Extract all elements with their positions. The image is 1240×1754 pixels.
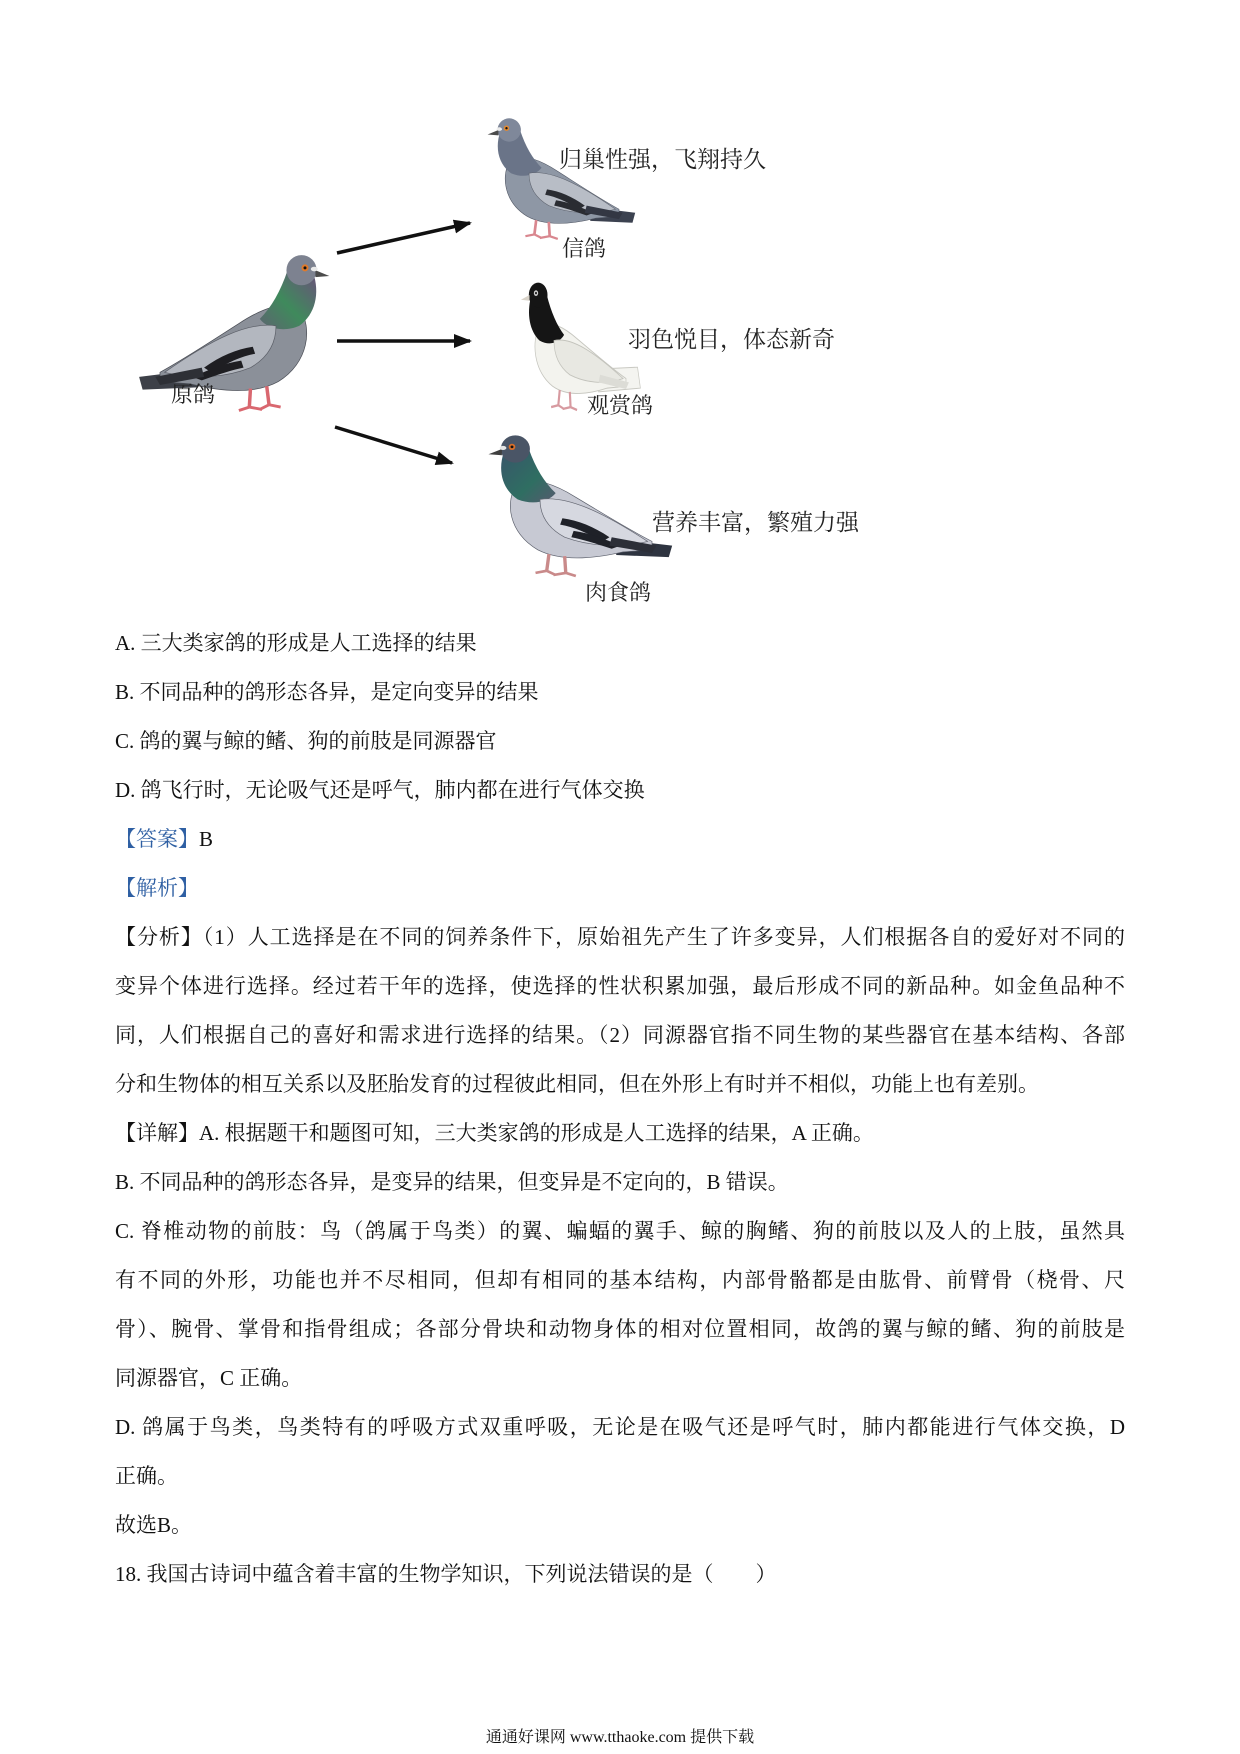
- analysis-text: （1）人工选择是在不同的饲养条件下，原始祖先产生了许多变异，人们根据各自的爱好对不同的: [202, 925, 1125, 949]
- option-b: B. 不同品种的鸽形态各异，是定向变异的结果: [115, 680, 539, 704]
- detail-tag: 【详解】: [115, 1121, 199, 1145]
- analysis-tag: 【分析】: [115, 925, 203, 949]
- detail-c-line: 骨）、腕骨、掌骨和指骨组成；各部分骨块和动物身体的相对位置相同，故鸽的翼与鲸的鳍、狗的前肢是: [115, 1317, 1125, 1341]
- origin-pigeon-label: 原鸽: [171, 383, 216, 408]
- answer-line: [115, 815, 1125, 864]
- detail-b-line: B. 不同品种的鸽形态各异，是变异的结果，但变异是不定向的，B 错误。: [115, 1170, 789, 1194]
- analysis-line: [115, 913, 1125, 962]
- detail-a-text: A. 根据题干和题图可知，三大类家鸽的形成是人工选择的结果，A 正确。: [199, 1121, 874, 1145]
- detail-d-line: 正确。: [115, 1464, 178, 1488]
- rock-pigeon-drawing: [139, 255, 329, 410]
- homing-pigeon-drawing: [488, 118, 636, 239]
- question-text-block: [115, 619, 1125, 1599]
- answer-tag: 【答案】: [115, 827, 199, 851]
- ornamental-pigeon-trait: 羽色悦目，体态新奇: [628, 327, 835, 353]
- detail-c-line: 同源器官，C 正确。: [115, 1366, 303, 1390]
- arrow-to-meat-pigeon: [335, 427, 452, 463]
- page-footer: 通通好课网 www.tthaoke.com 提供下载: [485, 1729, 755, 1746]
- detail-c-line: C. 脊椎动物的前肢：鸟（鸽属于鸟类）的翼、蝙蝠的翼手、鲸的胸鳍、狗的前肢以及人的上肢，虽然具: [115, 1219, 1125, 1243]
- detail-c-line: 有不同的外形，功能也并不尽相同，但却有相同的基本结构，内部骨骼都是由肱骨、前臂骨（桡骨、尺: [115, 1268, 1125, 1292]
- explanation-heading: [115, 864, 1125, 913]
- answer-value: B: [199, 827, 214, 851]
- meat-pigeon-drawing: [488, 435, 672, 576]
- next-question-stem: 18. 我国古诗词中蕴含着丰富的生物学知识，下列说法错误的是（ ）: [115, 1562, 777, 1586]
- option-c: C. 鸽的翼与鲸的鳍、狗的前肢是同源器官: [115, 729, 497, 753]
- explanation-tag: 【解析】: [115, 876, 199, 900]
- option-d: D. 鸽飞行时，无论吸气还是呼气，肺内都在进行气体交换: [115, 778, 645, 802]
- detail-d-line: D. 鸽属于鸟类，鸟类特有的呼吸方式双重呼吸，无论是在吸气还是呼气时，肺内都能进行气体交换，D: [115, 1415, 1125, 1439]
- pigeon-breeds-figure: [0, 0, 1240, 620]
- homing-pigeon-trait: 归巢性强，飞翔持久: [559, 147, 766, 173]
- option-a: A. 三大类家鸽的形成是人工选择的结果: [115, 631, 477, 655]
- homing-pigeon-label: 信鸽: [562, 237, 607, 262]
- analysis-line: 变异个体进行选择。经过若干年的选择，使选择的性状积累加强，最后形成不同的新品种。如金鱼品种不: [115, 974, 1125, 998]
- detail-conclusion: 故选B。: [115, 1513, 193, 1537]
- meat-pigeon-label: 肉食鸽: [585, 581, 652, 606]
- arrow-to-homing-pigeon: [337, 223, 470, 253]
- analysis-line: 分和生物体的相互关系以及胚胎发育的过程彼此相同，但在外形上有时并不相似，功能上也有差别。: [115, 1072, 1039, 1096]
- detail-a-line: [115, 1109, 1125, 1158]
- ornamental-pigeon-label: 观赏鸽: [587, 394, 654, 419]
- analysis-line: 同，人们根据自己的喜好和需求进行选择的结果。（2）同源器官指不同生物的某些器官在基本结构、各部: [115, 1023, 1125, 1047]
- ornamental-pigeon-drawing: [521, 283, 641, 410]
- meat-pigeon-trait: 营养丰富，繁殖力强: [652, 510, 859, 536]
- pigeon-breeds-illustration: [0, 0, 1240, 620]
